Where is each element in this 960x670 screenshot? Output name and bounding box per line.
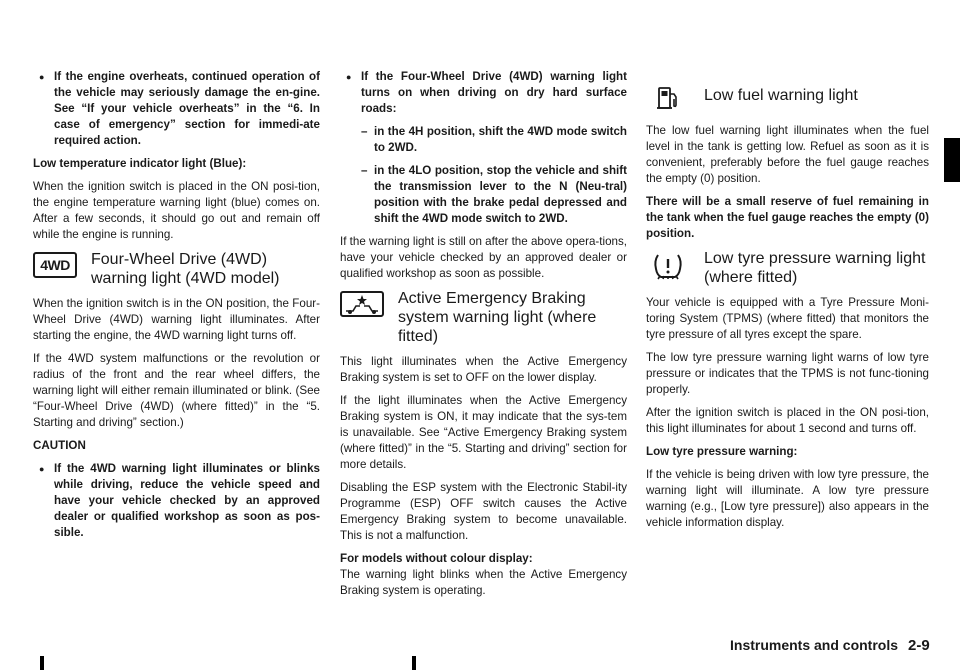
footer-section-title: Instruments and controls: [730, 637, 899, 653]
dash-mark: –: [361, 164, 368, 177]
tyre-warning-text: If the vehicle is being driven with low tyre pressure, the warning light will illuminate. A low tyre pressure warning (e.g., [Low tyre pressure]) also appears in the vehicle information display.: [646, 468, 929, 529]
low-temp-text: When the ignition switch is placed in the ON posi-tion, the engine temperature warning light (blue) comes on. After a few seconds, it should go out and remain off while the engine is running.: [33, 180, 320, 241]
aeb-para-1: This light illuminates when the Active Emergency Braking system is set to OFF on the lower display.: [340, 355, 627, 384]
tyre-pressure-icon: [646, 251, 690, 281]
tyre-para-1: Your vehicle is equipped with a Tyre Pressure Moni-toring System (TPMS) (where fitted) that monitors the tyre pressure of all tyres except the spare.: [646, 296, 929, 341]
page-footer: [730, 637, 930, 654]
column-1: [33, 69, 320, 548]
aeb-para-2: If the light illuminates when the Active Emergency Braking system is ON, it may indicate that the sys-tem is unavailable. See “Active Emergency Braking system (where fitted)” in the “5. Starting and driving” section for more details.: [340, 394, 627, 471]
dash-mark: –: [361, 125, 368, 138]
4wd-para-1: When the ignition switch is in the ON position, the Four-Wheel Drive (4WD) warning light illuminates. After starting the engine, the 4WD warning light turns off.: [33, 297, 320, 342]
column-2: [340, 69, 627, 606]
aeb-para-3: Disabling the ESP system with the Electronic Stabil-ity Programme (ESP) OFF switch causes the Active Emergency Braking system to become unavailable. This is not a malfunction.: [340, 481, 627, 542]
fuel-para-1: The low fuel warning light illuminates when the fuel level in the tank is getting low. Refuel as soon as it is convenient, preferably before the fuel gauge reaches the empty (0) position.: [646, 124, 929, 185]
section-tab-marker: [944, 138, 960, 182]
dash-item-4lo: [340, 163, 627, 227]
no-colour-heading: For models without colour display:: [340, 552, 533, 565]
dash-text-4h: in the 4H position, shift the 4WD mode switch to 2WD.: [374, 125, 627, 154]
fuel-pump-icon: [646, 85, 690, 111]
tyre-para-2: The low tyre pressure warning light warns of low tyre pressure or indicates that the TPMS is not func-tioning properly.: [646, 351, 929, 396]
low-temp-heading: Low temperature indicator light (Blue):: [33, 157, 247, 170]
page-number: 2-9: [908, 637, 930, 654]
bullet-4wd-blink: ● If the 4WD warning light illuminates or blinks while driving, reduce the vehicle speed and have your vehicle checked by an approved dealer or qualified workshop as soon as pos-sible.: [33, 461, 320, 541]
tyre-warning-heading: Low tyre pressure warning:: [646, 445, 798, 458]
crop-mark: [40, 656, 44, 670]
section-title-low-fuel: Low fuel warning light: [704, 87, 858, 104]
section-aeb-warning: [340, 289, 627, 346]
column-3: [646, 69, 929, 538]
tyre-para-3: After the ignition switch is placed in the ON posi-tion, this light illuminates for about 1 second and turns off.: [646, 406, 929, 435]
active-emergency-braking-icon: [340, 291, 384, 317]
fuel-reserve-note: There will be a small reserve of fuel remaining in the tank when the fuel gauge reaches the empty (0) position.: [646, 195, 929, 240]
section-low-fuel: [646, 83, 929, 111]
dash-text-4lo: in the 4LO position, stop the vehicle and shift the transmission lever to the N (Neu-tral) position with the brake pedal depressed and shift the 4WD mode switch to 2WD.: [374, 164, 627, 225]
4wd-para-2: If the 4WD system malfunctions or the revolution or radius of the front and the rear wheel differs, the warning light will either remain illuminated or blink. (See “Four-Wheel Drive (4WD) (where fitted)” in the “5. Starting and driving” section.): [33, 352, 320, 429]
caution-label: CAUTION: [33, 439, 86, 452]
no-colour-text: The warning light blinks when the Active Emergency Braking system is operating.: [340, 568, 627, 597]
section-title-low-tyre: Low tyre pressure warning light (where fitted): [704, 250, 926, 286]
still-on-text: If the warning light is still on after the above opera-tions, have your vehicle checked by an approved dealer or qualified workshop as soon as possible.: [340, 235, 627, 280]
bullet-dry-road: ● If the Four-Wheel Drive (4WD) warning light turns on when driving on dry hard surface roads:: [340, 69, 627, 117]
crop-mark: [412, 656, 416, 670]
section-4wd-warning: [33, 250, 320, 288]
section-title-aeb: Active Emergency Braking system warning light (where fitted): [398, 290, 597, 345]
dash-item-4h: [340, 124, 627, 156]
bullet-engine-overheat: ● If the engine overheats, continued operation of the vehicle may seriously damage the en-gine. See “If your vehicle overheats” in the “6. In case of emergency” section for immedi-ate required action.: [33, 69, 320, 149]
section-low-tyre-pressure: [646, 249, 929, 287]
4wd-icon: 4WD: [33, 252, 77, 278]
section-title-4wd: Four-Wheel Drive (4WD) warning light (4WD model): [91, 251, 280, 287]
